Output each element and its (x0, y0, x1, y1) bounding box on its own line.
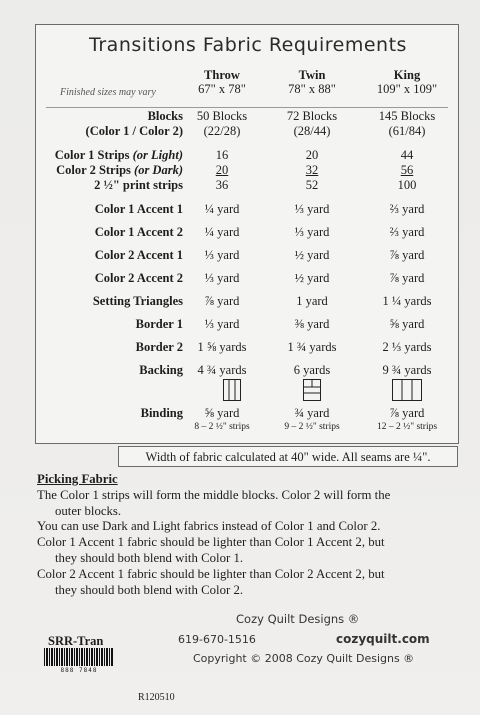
header-divider (46, 107, 448, 108)
cell: ⅞ yard (389, 248, 425, 262)
cell: ½ yard (294, 248, 330, 262)
label-text: Color 1 Strips (54, 148, 133, 162)
row-label (56, 163, 183, 178)
picking-heading: Picking Fabric (37, 472, 118, 486)
cell: 72 Blocks (286, 109, 338, 123)
cell: 32 (305, 163, 319, 177)
cell: (61/84) (388, 124, 426, 138)
cell: ⅓ yard (294, 225, 330, 239)
cell: 50 Blocks (196, 109, 248, 123)
fabric-requirements-table (35, 24, 459, 444)
label-italic: (or Dark) (134, 163, 183, 177)
cell: 16 (215, 148, 229, 162)
cell: 1 ¼ yards (382, 294, 432, 308)
cell: 6 yards (293, 363, 331, 377)
cell: ⅝ yard (204, 406, 240, 420)
label-italic: (or Light) (132, 148, 183, 162)
cell: ⅓ yard (204, 248, 240, 262)
row-label: Binding (140, 406, 183, 420)
cell: 20 (305, 148, 319, 162)
cell: ⅓ yard (204, 317, 240, 331)
copyright: Copyright © 2008 Cozy Quilt Designs ® (193, 652, 415, 665)
row-label: Setting Triangles (92, 294, 183, 308)
picking-paragraph: Color 2 Accent 1 fabric should be lighter than Color 2 Accent 2, but (37, 566, 385, 581)
picking-paragraph: Color 1 Accent 1 fabric should be lighter than Color 1 Accent 2, but (37, 535, 385, 550)
col-name: Twin (298, 68, 326, 82)
phone-number: 619-670-1516 (178, 633, 256, 646)
cell: ⅓ yard (294, 202, 330, 216)
row-label: Color 1 Accent 2 (94, 225, 183, 239)
row-label: Border 2 (135, 340, 183, 354)
row-label: 2 ½" print strips (94, 178, 183, 192)
cell: 36 (215, 178, 229, 192)
col-name: Throw (204, 68, 240, 82)
cell: ¼ yard (204, 202, 240, 216)
cell: 8 – 2 ½" strips (194, 422, 250, 432)
website: cozyquilt.com (336, 632, 430, 646)
col-king (364, 68, 450, 96)
cell: ⅝ yard (389, 317, 425, 331)
barcode (44, 648, 114, 666)
cell: 4 ¾ yards (197, 363, 247, 377)
cell: ¾ yard (294, 406, 330, 420)
cell: ⅜ yard (294, 317, 330, 331)
cell: 44 (400, 148, 414, 162)
cell: ⅞ yard (389, 271, 425, 285)
cell: 9 ¾ yards (382, 363, 432, 377)
cell: (28/44) (293, 124, 331, 138)
backing-layout-twin-icon (303, 379, 321, 401)
row-label: Backing (139, 363, 183, 377)
cell: 1 yard (296, 294, 328, 308)
picking-fabric-section (37, 472, 455, 598)
col-throw (182, 68, 262, 96)
row-label: Border 1 (135, 317, 183, 331)
picking-paragraph: You can use Dark and Light fabrics instead of Color 1 and Color 2. (37, 519, 381, 534)
table-title: Transitions Fabric Requirements (89, 34, 407, 56)
cell: 145 Blocks (378, 109, 436, 123)
picking-paragraph-cont: they should both blend with Color 2. (55, 582, 244, 597)
cell: ⅔ yard (389, 202, 425, 216)
backing-layout-king-icon (392, 379, 422, 401)
picking-paragraph-cont: outer blocks. (55, 503, 122, 518)
cell: 20 (215, 163, 229, 177)
cell: 100 (397, 178, 417, 192)
product-code: SRR-Tran (48, 634, 104, 648)
row-label (55, 148, 183, 163)
row-label-sub: (Color 1 / Color 2) (85, 124, 183, 138)
cell: ⅞ yard (389, 406, 425, 420)
barcode-number: 888 7848 (60, 667, 98, 674)
cell: 1 ⅝ yards (197, 340, 247, 354)
backing-layout-throw-icon (223, 379, 241, 401)
row-label: Color 1 Accent 1 (94, 202, 183, 216)
cell: 2 ⅓ yards (382, 340, 432, 354)
label-text: Color 2 Strips (56, 163, 135, 177)
picking-paragraph: The Color 1 strips will form the middle blocks. Color 2 will form the (37, 487, 391, 502)
col-size: 67" x 78" (198, 82, 246, 96)
col-twin (272, 68, 352, 96)
col-size: 109" x 109" (376, 82, 438, 96)
row-label: Color 2 Accent 1 (94, 248, 183, 262)
width-note: Width of fabric calculated at 40" wide. All seams are ¼". (118, 446, 458, 467)
cell: (22/28) (203, 124, 241, 138)
cell: 12 – 2 ½" strips (376, 422, 438, 432)
cell: ⅔ yard (389, 225, 425, 239)
row-label: Blocks (147, 109, 183, 123)
finished-note: Finished sizes may vary (60, 87, 156, 98)
picking-paragraph-cont: they should both blend with Color 1. (55, 550, 244, 565)
col-size: 78" x 88" (288, 82, 336, 96)
col-name: King (393, 68, 421, 82)
cell: 52 (305, 178, 319, 192)
cell: ⅞ yard (204, 294, 240, 308)
cell: 1 ¾ yards (287, 340, 337, 354)
cell: 9 – 2 ½" strips (284, 422, 340, 432)
row-label: Color 2 Accent 2 (94, 271, 183, 285)
cell: 56 (400, 163, 414, 177)
cell: ½ yard (294, 271, 330, 285)
revision-number: R120510 (138, 692, 175, 703)
company-name: Cozy Quilt Designs ® (236, 612, 360, 626)
cell: ¼ yard (204, 225, 240, 239)
cell: ⅓ yard (204, 271, 240, 285)
